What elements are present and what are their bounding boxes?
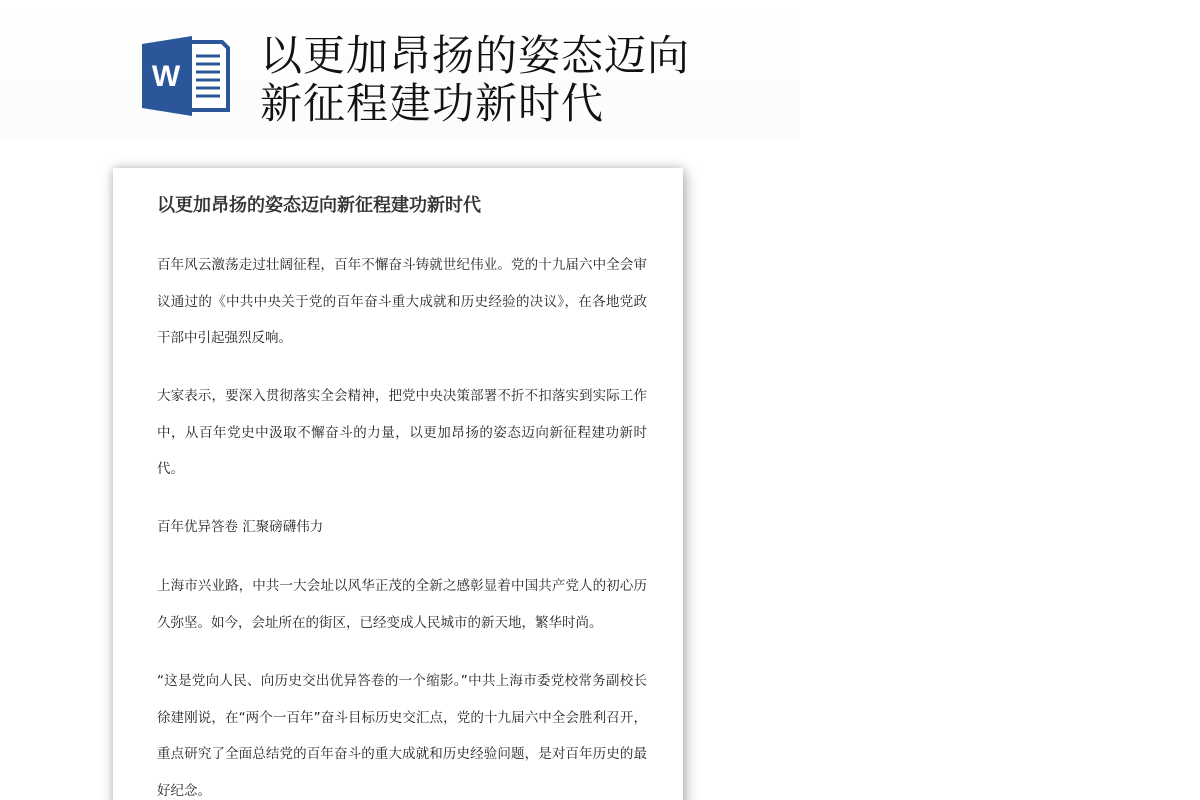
- section-heading: 百年优异答卷 汇聚磅礴伟力: [157, 519, 324, 535]
- header-banner: [0, 0, 800, 140]
- document-title: 以更加昂扬的姿态迈向新征程建功新时代: [157, 195, 481, 216]
- word-document-icon: [140, 34, 232, 118]
- document-page: [113, 168, 683, 800]
- paragraph: 大家表示，要深入贯彻落实全会精神，把党中央决策部署不折不扣落实到实际工作中，从百年党史中汲取不懈奋斗的力量，以更加昂扬的姿态迈向新征程建功新时代。: [157, 388, 647, 477]
- paragraph: 百年风云激荡走过壮阔征程，百年不懈奋斗铸就世纪伟业。党的十九届六中全会审议通过的《中共中央关于党的百年奋斗重大成就和历史经验的决议》，在各地党政干部中引起强烈反响。: [157, 257, 647, 346]
- word-icon-letter: W: [151, 60, 181, 93]
- paragraph: “这是党向人民、向历史交出优异答卷的一个缩影。”中共上海市委党校常务副校长徐建刚说，在“两个一百年”奋斗目标历史交汇点，党的十九届六中全会胜利召开，重点研究了全面总结党的百年奋斗的重大成就和历史经验问题，是对百年历史的最好纪念。: [157, 673, 647, 799]
- page-title: 以更加昂扬的姿态迈向新征程建功新时代: [260, 31, 691, 128]
- paragraph: 上海市兴业路，中共一大会址以风华正茂的全新之感彰显着中国共产党人的初心历久弥坚。如今，会址所在的街区，已经变成人民城市的新天地，繁华时尚。: [157, 578, 647, 631]
